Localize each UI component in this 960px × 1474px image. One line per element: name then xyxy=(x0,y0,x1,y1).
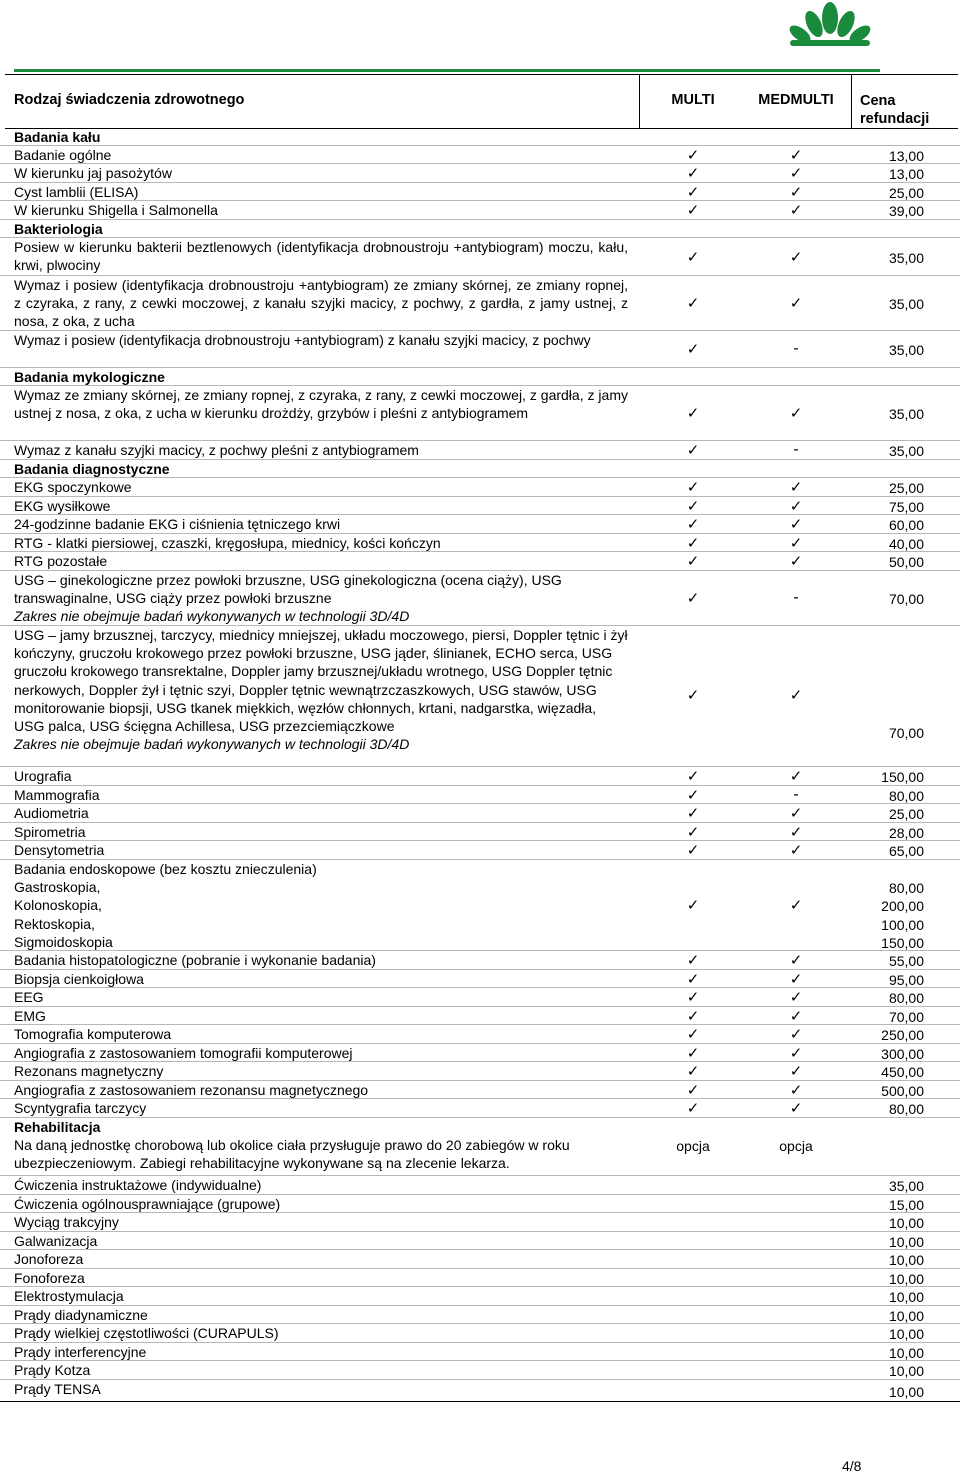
multi-check-icon: ✓ xyxy=(686,805,700,822)
multi-check-icon: ✓ xyxy=(686,1082,700,1099)
price-cell: 35,00 xyxy=(888,443,924,460)
section-row xyxy=(0,128,960,146)
service-name: Mammografia xyxy=(14,787,100,803)
service-name: Posiew w kierunku bakterii beztlenowych (identyfikacja drobnoustroju +antybiogram) moczu, kału, krwi, plwociny xyxy=(14,239,628,274)
service-name: Badania histopatologiczne (pobranie i wykonanie badania) xyxy=(14,952,376,968)
price-cell: 25,00 xyxy=(888,184,924,201)
table-row xyxy=(0,786,960,804)
multi-check-icon: ✓ xyxy=(686,897,700,914)
multi-check-icon: ✓ xyxy=(686,842,700,859)
service-name: EEG xyxy=(14,989,44,1005)
multi-check-icon: ✓ xyxy=(686,184,700,201)
medmulti-check-icon: ✓ xyxy=(789,687,803,704)
multi-check-icon: ✓ xyxy=(686,248,700,266)
service-name: Biopsja cienkoigłowa xyxy=(14,971,144,987)
table-row xyxy=(0,1361,960,1380)
service-name: RTG - klatki piersiowej, czaszki, kręgosłupa, miednicy, kości kończyn xyxy=(14,535,441,551)
service-name: RTG pozostałe xyxy=(14,553,108,569)
medmulti-check-icon: ✓ xyxy=(789,1045,803,1062)
medmulti-check-icon: ✓ xyxy=(789,147,803,164)
services-table xyxy=(0,128,960,1402)
medmulti-check-icon: ✓ xyxy=(789,1008,803,1025)
page-number: 4/8 xyxy=(842,1458,862,1474)
header-multi: MULTI xyxy=(671,92,715,108)
medmulti-check-icon: ✓ xyxy=(789,202,803,219)
table-row xyxy=(0,1232,960,1250)
service-name: Ćwiczenia instruktażowe (indywidualne) xyxy=(14,1177,262,1193)
price-cell: 15,00 xyxy=(888,1196,924,1213)
service-name: Fonoforeza xyxy=(14,1270,85,1286)
multi-check-icon: ✓ xyxy=(686,787,700,804)
table-row xyxy=(0,552,960,571)
multi-check-icon: ✓ xyxy=(686,553,700,570)
table-row xyxy=(0,571,960,626)
multi-check-icon: ✓ xyxy=(686,442,700,459)
price-cell: 25,00 xyxy=(888,480,924,497)
section-row xyxy=(0,460,960,478)
table-row xyxy=(0,276,960,331)
price-cell: 10,00 xyxy=(888,1233,924,1250)
price-cell: 13,00 xyxy=(888,147,924,164)
section-title: Bakteriologia xyxy=(14,221,103,237)
section-title: Badania diagnostyczne xyxy=(14,461,170,477)
multi-cell: opcja xyxy=(676,1138,710,1154)
service-name: Rehabilitacja Na daną jednostkę chorobową lub okolice ciała przysługuje prawo do 20 zabiegów w roku ubezpieczeniowym. Zabiegi rehabilitacyjne wykonywane są na zlecenie lekarza. xyxy=(14,1119,570,1172)
multi-check-icon: ✓ xyxy=(686,1026,700,1043)
price-cell: 35,00 xyxy=(888,249,924,266)
medmulti-check-icon: ✓ xyxy=(789,824,803,841)
medmulti-cell: - xyxy=(793,589,799,606)
medmulti-check-icon: ✓ xyxy=(789,971,803,988)
price-cell: 95,00 xyxy=(888,971,924,988)
service-name: Scyntygrafia tarczycy xyxy=(14,1100,147,1116)
table-row xyxy=(0,1250,960,1269)
table-row xyxy=(0,626,960,767)
multi-check-icon: ✓ xyxy=(686,952,700,969)
service-name: Audiometria xyxy=(14,805,89,821)
service-name: Densytometria xyxy=(14,842,105,858)
multi-check-icon: ✓ xyxy=(686,147,700,164)
price-cell: 75,00 xyxy=(888,498,924,515)
multi-check-icon: ✓ xyxy=(686,1045,700,1062)
table-row xyxy=(0,1306,960,1324)
multi-check-icon: ✓ xyxy=(686,687,700,704)
table-row xyxy=(0,201,960,220)
table-row xyxy=(0,1007,960,1025)
medmulti-check-icon: ✓ xyxy=(789,1100,803,1117)
multi-check-icon: ✓ xyxy=(686,479,700,496)
price-cell: 10,00 xyxy=(888,1383,924,1400)
price-cell: 10,00 xyxy=(888,1270,924,1287)
service-name: Urografia xyxy=(14,768,72,784)
medmulti-check-icon: ✓ xyxy=(789,1082,803,1099)
service-name: Wyciąg trakcyjny xyxy=(14,1214,119,1230)
scope-note: Zakres nie obejmuje badań wykonywanych w technologii 3D/4D xyxy=(14,608,410,625)
price-cell: 80,00 xyxy=(888,1101,924,1118)
table-row xyxy=(0,515,960,534)
medmulti-check-icon: ✓ xyxy=(789,842,803,859)
medmulti-cell: opcja xyxy=(779,1138,813,1154)
section-title: Badania mykologiczne xyxy=(14,369,165,385)
service-name: Angiografia z zastosowaniem tomografii komputerowej xyxy=(14,1045,353,1061)
multi-check-icon: ✓ xyxy=(686,1063,700,1080)
medmulti-check-icon: ✓ xyxy=(789,498,803,515)
multi-check-icon: ✓ xyxy=(686,516,700,533)
price-cell: 500,00 xyxy=(881,1082,924,1099)
service-name: 24-godzinne badanie EKG i ciśnienia tętniczego krwi xyxy=(14,516,341,532)
medmulti-check-icon: ✓ xyxy=(789,1026,803,1043)
price-cell: 39,00 xyxy=(888,203,924,220)
table-row xyxy=(0,183,960,201)
section-row xyxy=(0,368,960,386)
price-cell: 55,00 xyxy=(888,953,924,970)
price-cell: 80,00 xyxy=(888,990,924,1007)
price-cell: 40,00 xyxy=(888,535,924,552)
table-row xyxy=(0,988,960,1007)
service-name: USG – jamy brzusznej, tarczycy, miednicy mniejszej, układu moczowego, piersi, Doppler tętnic i żył kończyny, gruczołu krokowego przez powłoki brzuszne, USG jąder, ślinianek, ECHO serca, USG gruczołu krokowego transrektalne, Doppler jamy brzusznej/układu wrotnego, USG Doppler tętnic nerkowych, Doppler żył i tętnic szyi, Doppler tętnic wewnątrzczaszkowych, USG stawów, USG monitorowanie biopsji, USG tkanek miękkich, węzłów chłonnych, krtani, nadgarstka, więzadła, USG palca, USG ścięgna Achillesa, USG przezciemiączkowe Zakres nie obejmuje badań wykonywanych w technologii 3D/4D xyxy=(14,627,628,753)
table-row xyxy=(0,386,960,441)
table-row xyxy=(0,823,960,841)
service-name: Wymaz i posiew (identyfikacja drobnoustroju +antybiogram) ze zmiany skórnej, ze zmiany ropnej, z czyraka, z rany, z cewki moczowej, z kanału szyjki macicy, z pochwy, z gardła, z jamy ustnej, z nosa, z oka, z ucha xyxy=(14,277,628,330)
medmulti-check-icon: ✓ xyxy=(789,295,803,312)
medmulti-check-icon: ✓ xyxy=(789,165,803,182)
table-row xyxy=(0,1118,960,1176)
price-cell: 150,00 xyxy=(881,769,924,786)
table-row xyxy=(0,1176,960,1195)
multi-check-icon: ✓ xyxy=(686,1008,700,1025)
multi-check-icon: ✓ xyxy=(686,1100,700,1117)
table-row xyxy=(0,1269,960,1287)
service-name: Elektrostymulacja xyxy=(14,1288,124,1304)
medmulti-check-icon: ✓ xyxy=(789,897,803,914)
medmulti-check-icon: ✓ xyxy=(789,989,803,1006)
table-row xyxy=(0,804,960,823)
service-name: Prądy TENSA xyxy=(14,1381,101,1397)
multi-check-icon: ✓ xyxy=(686,535,700,552)
company-logo xyxy=(780,0,880,52)
price-cell: 70,00 xyxy=(888,591,924,608)
price-cell: 70,00 xyxy=(888,1008,924,1025)
service-name: Spirometria xyxy=(14,824,86,840)
price-cell: 65,00 xyxy=(888,843,924,860)
table-row xyxy=(0,1380,960,1402)
table-row xyxy=(0,497,960,515)
table-row xyxy=(0,534,960,552)
table-row xyxy=(0,146,960,164)
price-cell: 10,00 xyxy=(888,1252,924,1269)
service-name: Wymaz z kanału szyjki macicy, z pochwy pleśni z antybiogramem xyxy=(14,442,419,458)
table-row xyxy=(0,1081,960,1099)
table-row xyxy=(0,860,960,951)
table-row xyxy=(0,164,960,183)
medmulti-cell: - xyxy=(793,441,799,458)
price-cell: 35,00 xyxy=(888,406,924,423)
table-row xyxy=(0,1324,960,1343)
multi-check-icon: ✓ xyxy=(686,341,700,358)
price-cell: 250,00 xyxy=(881,1027,924,1044)
table-row xyxy=(0,441,960,460)
table-row xyxy=(0,841,960,860)
price-cell: 10,00 xyxy=(888,1289,924,1306)
multi-check-icon: ✓ xyxy=(686,971,700,988)
medmulti-check-icon: ✓ xyxy=(789,952,803,969)
table-row xyxy=(0,1025,960,1044)
section-title: Badania kału xyxy=(14,129,101,145)
service-name: W kierunku Shigella i Salmonella xyxy=(14,202,218,218)
price-cell: 70,00 xyxy=(888,725,924,741)
service-name: USG – ginekologiczne przez powłoki brzuszne, USG ginekologiczna (ocena ciąży), USG transwaginalne, USG ciąży przez powłoki brzuszne Zakres nie obejmuje badań wykonywanych w technologii 3D/4D xyxy=(14,572,562,625)
header-price: Cena refundacji xyxy=(860,93,930,127)
price-cell: 450,00 xyxy=(881,1064,924,1081)
service-name: W kierunku jaj pasożytów xyxy=(14,165,172,181)
scope-note: Zakres nie obejmuje badań wykonywanych w technologii 3D/4D xyxy=(14,736,410,753)
section-row xyxy=(0,220,960,238)
service-name: Prądy interferencyjne xyxy=(14,1344,147,1360)
price-cell: 35,00 xyxy=(888,1178,924,1195)
service-name: Badania endoskopowe (bez kosztu znieczulenia) Gastroskopia, Kolonoskopia, Rektoskopia, Sigmoidoskopia xyxy=(14,861,317,950)
medmulti-cell: - xyxy=(793,340,799,357)
header-divider xyxy=(14,69,880,72)
service-name: Prądy diadynamiczne xyxy=(14,1307,148,1323)
medmulti-check-icon: ✓ xyxy=(789,248,803,266)
table-row xyxy=(0,1287,960,1306)
price-cell: 80,00 xyxy=(888,787,924,804)
service-name: EKG wysiłkowe xyxy=(14,498,111,514)
service-name: Cyst lamblii (ELISA) xyxy=(14,184,139,200)
price-cell: 28,00 xyxy=(888,824,924,841)
price-cell: 10,00 xyxy=(888,1307,924,1324)
section-title: Rehabilitacja xyxy=(14,1119,101,1135)
service-name: Angiografia z zastosowaniem rezonansu magnetycznego xyxy=(14,1082,369,1098)
multi-check-icon: ✓ xyxy=(686,202,700,219)
table-row xyxy=(0,767,960,786)
medmulti-check-icon: ✓ xyxy=(789,405,803,422)
table-row xyxy=(0,970,960,988)
medmulti-check-icon: ✓ xyxy=(789,768,803,785)
medmulti-check-icon: ✓ xyxy=(789,553,803,570)
table-row xyxy=(0,1044,960,1062)
medmulti-check-icon: ✓ xyxy=(789,805,803,822)
service-name: Jonoforeza xyxy=(14,1251,84,1267)
price-cell: 80,00 200,00 100,00 150,00 xyxy=(881,880,924,951)
price-cell: 10,00 xyxy=(888,1344,924,1361)
price-cell: 10,00 xyxy=(888,1326,924,1343)
table-row xyxy=(0,1099,960,1118)
price-cell: 35,00 xyxy=(888,296,924,313)
table-row xyxy=(0,478,960,497)
service-name: Badanie ogólne xyxy=(14,147,112,163)
multi-check-icon: ✓ xyxy=(686,824,700,841)
service-name: Prądy wielkiej częstotliwości (CURAPULS) xyxy=(14,1325,279,1341)
service-name: Galwanizacja xyxy=(14,1233,98,1249)
price-cell: 300,00 xyxy=(881,1045,924,1062)
service-name: Ćwiczenia ogólnousprawniające (grupowe) xyxy=(14,1196,281,1212)
table-row xyxy=(0,238,960,276)
service-name: Wymaz ze zmiany skórnej, ze zmiany ropnej, z czyraka, z rany, z cewki moczowej, z gardła, z jamy ustnej z nosa, z oka, z ucha w kierunku drożdży, grzybów i pleśni z antybiogramem xyxy=(14,387,628,422)
price-cell: 60,00 xyxy=(888,517,924,534)
multi-check-icon: ✓ xyxy=(686,295,700,312)
price-cell: 10,00 xyxy=(888,1215,924,1232)
header-service-type: Rodzaj świadczenia zdrowotnego xyxy=(14,92,245,108)
service-name: Rezonans magnetyczny xyxy=(14,1063,164,1079)
service-name: Tomografia komputerowa xyxy=(14,1026,172,1042)
service-name: Wymaz i posiew (identyfikacja drobnoustroju +antybiogram) z kanału szyjki macicy, z pochwy xyxy=(14,332,591,348)
table-header xyxy=(0,74,960,129)
multi-check-icon: ✓ xyxy=(686,590,700,607)
table-row xyxy=(0,951,960,970)
table-row xyxy=(0,1343,960,1361)
header-col-divider xyxy=(851,74,852,129)
table-row xyxy=(0,1062,960,1081)
table-row xyxy=(0,1195,960,1213)
medmulti-check-icon: ✓ xyxy=(789,479,803,496)
price-cell: 35,00 xyxy=(888,342,924,359)
multi-check-icon: ✓ xyxy=(686,498,700,515)
header-medmulti: MEDMULTI xyxy=(758,92,834,108)
medmulti-cell: - xyxy=(793,786,799,803)
price-cell: 25,00 xyxy=(888,806,924,823)
price-cell: 50,00 xyxy=(888,554,924,571)
medmulti-check-icon: ✓ xyxy=(789,1063,803,1080)
header-col-divider xyxy=(639,74,640,129)
multi-check-icon: ✓ xyxy=(686,989,700,1006)
service-name: Prądy Kotza xyxy=(14,1362,91,1378)
table-row xyxy=(0,1213,960,1232)
multi-check-icon: ✓ xyxy=(686,405,700,422)
price-cell: 10,00 xyxy=(888,1363,924,1380)
service-name: EKG spoczynkowe xyxy=(14,479,132,495)
multi-check-icon: ✓ xyxy=(686,165,700,182)
service-name: EMG xyxy=(14,1008,46,1024)
price-cell: 13,00 xyxy=(888,166,924,183)
multi-check-icon: ✓ xyxy=(686,768,700,785)
medmulti-check-icon: ✓ xyxy=(789,535,803,552)
medmulti-check-icon: ✓ xyxy=(789,516,803,533)
table-row xyxy=(0,331,960,368)
medmulti-check-icon: ✓ xyxy=(789,184,803,201)
